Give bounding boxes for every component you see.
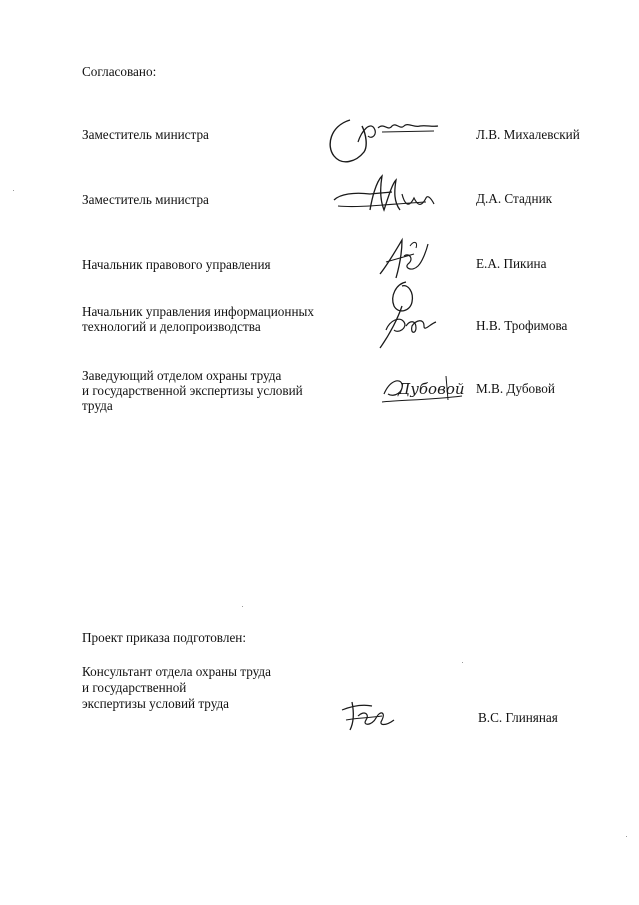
- signature-5: [380, 370, 466, 410]
- signature-5-script: Дубовой: [398, 380, 465, 398]
- approval-5-name: М.В. Дубовой: [476, 381, 555, 396]
- approval-5-position-line-2: и государственной экспертизы условий: [82, 383, 303, 398]
- approval-2-name: Д.А. Стадник: [476, 191, 553, 206]
- approval-1-position: Заместитель министра: [82, 127, 209, 142]
- approval-4-position-line-1: Начальник управления информационных: [82, 304, 314, 319]
- approval-3-name: Е.А. Пикина: [476, 256, 547, 271]
- signature-4: [372, 276, 442, 352]
- approval-3-position: Начальник правового управления: [82, 257, 271, 272]
- approval-5-position-line-3: труда: [82, 398, 113, 413]
- approval-2-position: Заместитель министра: [82, 192, 209, 207]
- prepared-position-line-1: Консультант отдела охраны труда: [82, 664, 271, 679]
- approval-5-position-line-1: Заведующий отделом охраны труда: [82, 368, 282, 383]
- approval-1-name: Л.В. Михалевский: [476, 127, 580, 142]
- scan-speck: [242, 606, 243, 607]
- signature-6: [338, 696, 398, 732]
- scan-speck: [462, 662, 463, 663]
- approval-4-position-line-2: технологий и делопроизводства: [82, 319, 261, 334]
- prepared-position-line-2: и государственной: [82, 680, 187, 695]
- approval-4-name: Н.В. Трофимова: [476, 318, 568, 333]
- prepared-name: В.С. Глиняная: [478, 710, 558, 725]
- scan-speck: [626, 836, 627, 837]
- signature-1: [322, 112, 442, 174]
- agreed-label: Согласовано:: [82, 64, 157, 79]
- scan-speck: [13, 190, 14, 191]
- signature-2: [330, 172, 440, 216]
- prepared-position-line-3: экспертизы условий труда: [82, 696, 230, 711]
- prepared-label: Проект приказа подготовлен:: [82, 630, 247, 645]
